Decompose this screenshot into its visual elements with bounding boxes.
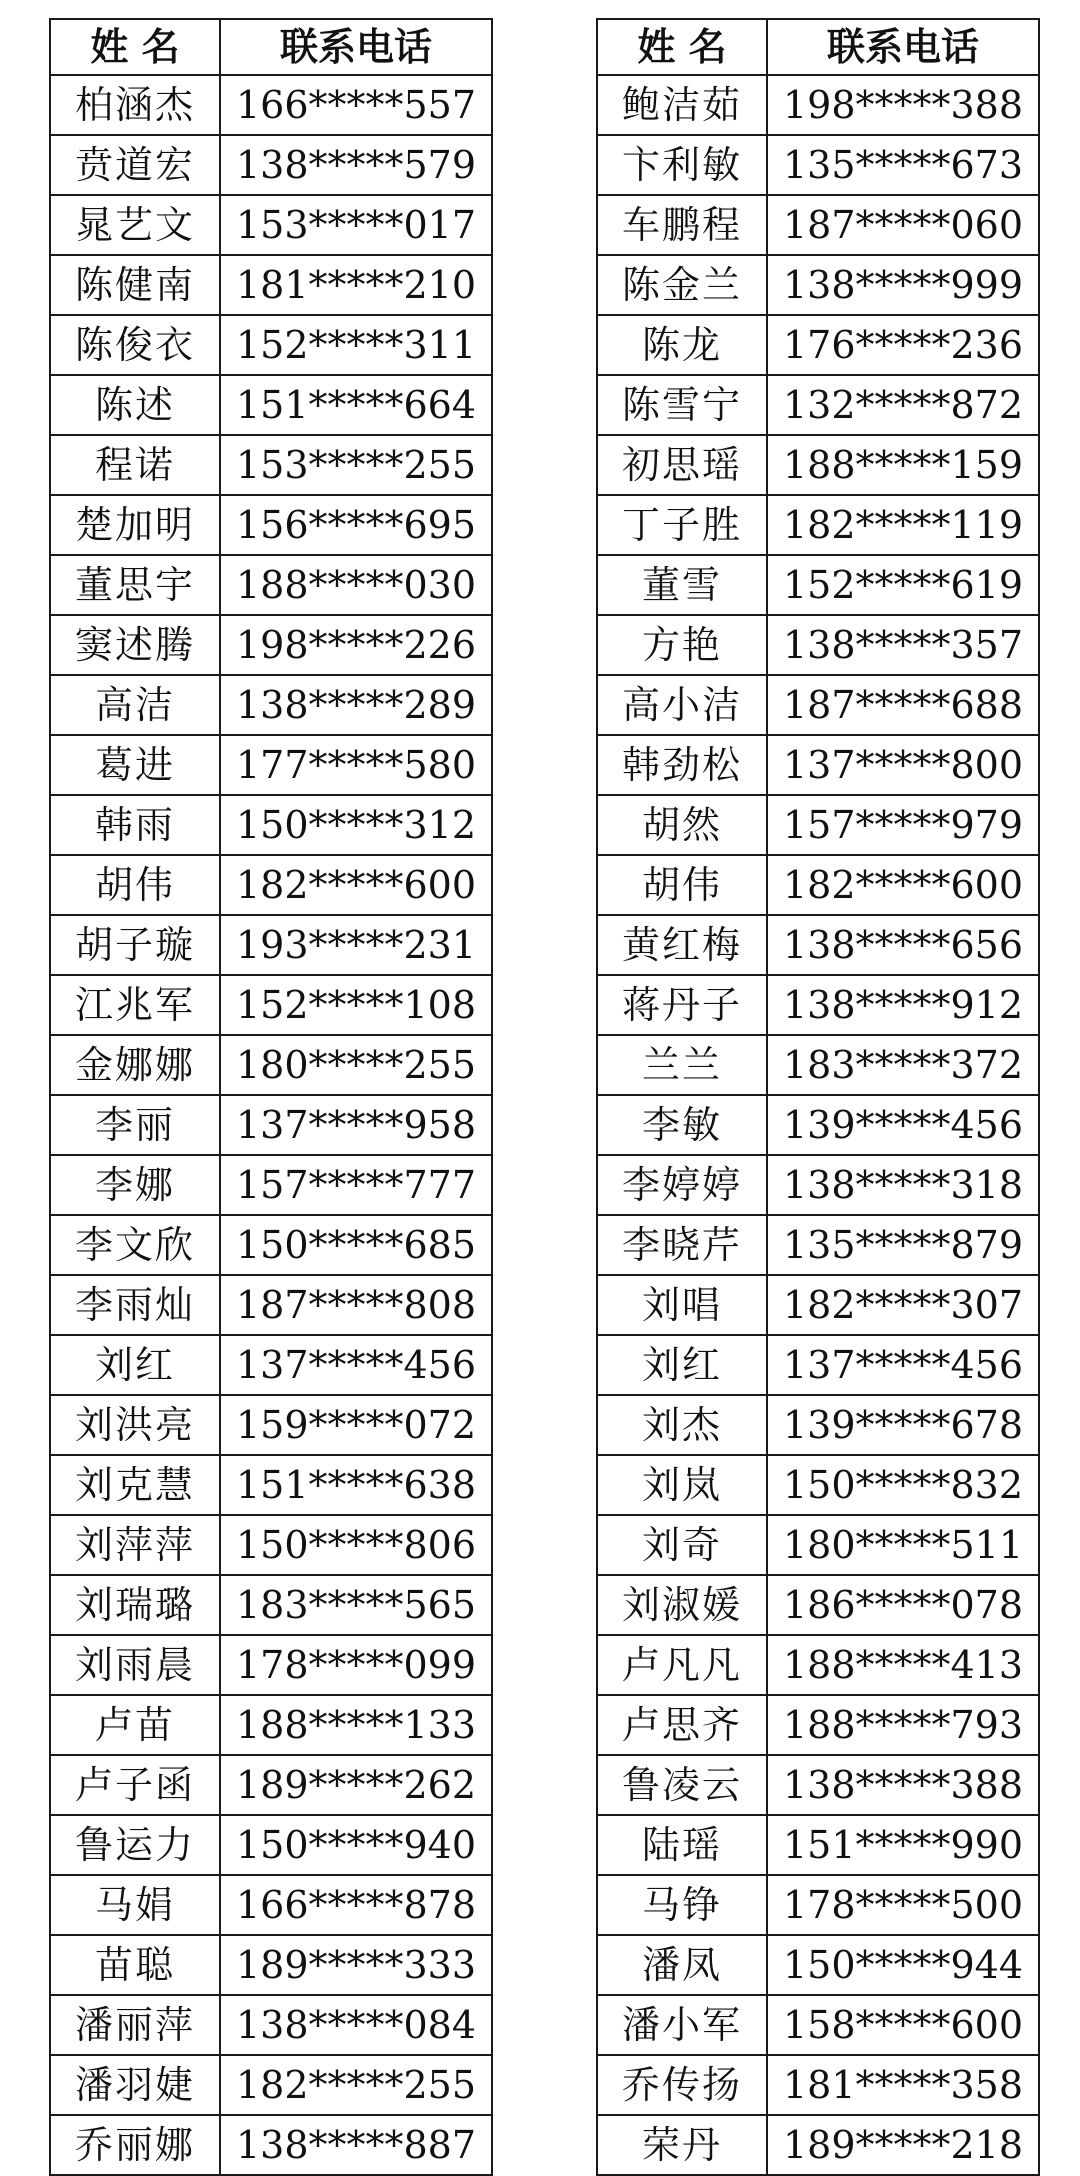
table-row: [50, 1395, 492, 1455]
name-cell: 丁子胜: [597, 495, 767, 555]
table-row: [597, 555, 1039, 615]
name-cell: 高洁: [50, 675, 220, 735]
table-row: [597, 1695, 1039, 1755]
name-cell: 胡然: [597, 795, 767, 855]
table-row: [50, 975, 492, 1035]
name-cell: 刘唱: [597, 1275, 767, 1335]
table-row: [50, 795, 492, 855]
phone-cell: 198*****388: [767, 75, 1039, 135]
phone-cell: 189*****333: [220, 1935, 492, 1995]
table-row: [597, 1815, 1039, 1875]
name-cell: 江兆军: [50, 975, 220, 1035]
phone-cell: 153*****017: [220, 195, 492, 255]
phone-cell: 137*****800: [767, 735, 1039, 795]
phone-column-header: 联系电话: [220, 19, 492, 75]
name-cell: 方艳: [597, 615, 767, 675]
phone-cell: 180*****511: [767, 1515, 1039, 1575]
name-cell: 陈健南: [50, 255, 220, 315]
name-cell: 高小洁: [597, 675, 767, 735]
phone-cell: 152*****108: [220, 975, 492, 1035]
phone-cell: 151*****664: [220, 375, 492, 435]
name-cell: 李丽: [50, 1095, 220, 1155]
table-row: [597, 855, 1039, 915]
phone-cell: 152*****311: [220, 315, 492, 375]
phone-cell: 150*****940: [220, 1815, 492, 1875]
phone-cell: 182*****119: [767, 495, 1039, 555]
phone-cell: 183*****565: [220, 1575, 492, 1635]
table-row: [50, 1635, 492, 1695]
table-row: [50, 1695, 492, 1755]
name-cell: 鲁凌云: [597, 1755, 767, 1815]
phone-cell: 187*****060: [767, 195, 1039, 255]
name-cell: 卢子函: [50, 1755, 220, 1815]
table-row: [50, 495, 492, 555]
name-cell: 胡子璇: [50, 915, 220, 975]
phone-cell: 186*****078: [767, 1575, 1039, 1635]
name-cell: 窦述腾: [50, 615, 220, 675]
table-row: [597, 2115, 1039, 2175]
name-cell: 潘丽萍: [50, 1995, 220, 2055]
table-row: [50, 1875, 492, 1935]
name-cell: 兰兰: [597, 1035, 767, 1095]
phone-cell: 182*****255: [220, 2055, 492, 2115]
name-cell: 刘杰: [597, 1395, 767, 1455]
name-cell: 李晓芹: [597, 1215, 767, 1275]
phone-cell: 198*****226: [220, 615, 492, 675]
table-row: [50, 915, 492, 975]
table-row: [597, 1395, 1039, 1455]
table-row: [50, 195, 492, 255]
name-cell: 车鹏程: [597, 195, 767, 255]
phone-cell: 138*****357: [767, 615, 1039, 675]
table-header-row: [597, 19, 1039, 75]
name-cell: 鲁运力: [50, 1815, 220, 1875]
table-row: [597, 975, 1039, 1035]
phone-cell: 153*****255: [220, 435, 492, 495]
right-table-body: [597, 19, 1039, 2175]
name-cell: 韩雨: [50, 795, 220, 855]
name-cell: 卢凡凡: [597, 1635, 767, 1695]
table-row: [597, 1155, 1039, 1215]
table-row: [50, 2055, 492, 2115]
table-row: [50, 1335, 492, 1395]
phone-cell: 137*****456: [767, 1335, 1039, 1395]
phone-cell: 137*****456: [220, 1335, 492, 1395]
phone-cell: 158*****600: [767, 1995, 1039, 2055]
phone-column-header: 联系电话: [767, 19, 1039, 75]
name-cell: 程诺: [50, 435, 220, 495]
phone-cell: 182*****600: [767, 855, 1039, 915]
table-row: [597, 1515, 1039, 1575]
table-row: [50, 735, 492, 795]
phone-cell: 159*****072: [220, 1395, 492, 1455]
phone-cell: 181*****358: [767, 2055, 1039, 2115]
phone-cell: 188*****133: [220, 1695, 492, 1755]
name-cell: 陈述: [50, 375, 220, 435]
table-row: [50, 615, 492, 675]
table-row: [597, 795, 1039, 855]
phone-cell: 139*****678: [767, 1395, 1039, 1455]
name-cell: 刘雨晨: [50, 1635, 220, 1695]
table-header-row: [50, 19, 492, 75]
phone-cell: 187*****808: [220, 1275, 492, 1335]
name-cell: 马娟: [50, 1875, 220, 1935]
name-cell: 卢思齐: [597, 1695, 767, 1755]
table-row: [50, 435, 492, 495]
name-cell: 楚加明: [50, 495, 220, 555]
name-cell: 贲道宏: [50, 135, 220, 195]
phone-cell: 182*****600: [220, 855, 492, 915]
phone-cell: 151*****638: [220, 1455, 492, 1515]
table-row: [597, 495, 1039, 555]
name-cell: 乔传扬: [597, 2055, 767, 2115]
name-cell: 蒋丹子: [597, 975, 767, 1035]
phone-cell: 150*****312: [220, 795, 492, 855]
left-contact-table-container: [49, 18, 493, 2176]
phone-cell: 188*****793: [767, 1695, 1039, 1755]
phone-cell: 188*****030: [220, 555, 492, 615]
phone-cell: 156*****695: [220, 495, 492, 555]
name-cell: 李娜: [50, 1155, 220, 1215]
name-cell: 潘小军: [597, 1995, 767, 2055]
name-column-header: 姓 名: [50, 19, 220, 75]
name-cell: 刘红: [50, 1335, 220, 1395]
phone-cell: 178*****099: [220, 1635, 492, 1695]
name-cell: 刘红: [597, 1335, 767, 1395]
name-cell: 李婷婷: [597, 1155, 767, 1215]
table-row: [597, 735, 1039, 795]
table-row: [50, 1035, 492, 1095]
table-row: [597, 135, 1039, 195]
phone-cell: 180*****255: [220, 1035, 492, 1095]
phone-cell: 188*****413: [767, 1635, 1039, 1695]
table-row: [597, 375, 1039, 435]
table-row: [50, 855, 492, 915]
phone-cell: 182*****307: [767, 1275, 1039, 1335]
table-row: [597, 315, 1039, 375]
phone-cell: 137*****958: [220, 1095, 492, 1155]
table-row: [50, 555, 492, 615]
table-row: [50, 375, 492, 435]
phone-cell: 177*****580: [220, 735, 492, 795]
phone-cell: 150*****685: [220, 1215, 492, 1275]
name-cell: 李雨灿: [50, 1275, 220, 1335]
table-row: [597, 435, 1039, 495]
table-row: [597, 255, 1039, 315]
name-cell: 刘洪亮: [50, 1395, 220, 1455]
phone-cell: 193*****231: [220, 915, 492, 975]
phone-cell: 183*****372: [767, 1035, 1039, 1095]
table-row: [597, 1755, 1039, 1815]
phone-cell: 138*****887: [220, 2115, 492, 2175]
phone-cell: 178*****500: [767, 1875, 1039, 1935]
name-cell: 刘瑞璐: [50, 1575, 220, 1635]
name-cell: 荣丹: [597, 2115, 767, 2175]
phone-cell: 157*****777: [220, 1155, 492, 1215]
name-cell: 陈俊衣: [50, 315, 220, 375]
table-row: [597, 1275, 1039, 1335]
table-row: [597, 1095, 1039, 1155]
name-cell: 黄红梅: [597, 915, 767, 975]
name-cell: 刘岚: [597, 1455, 767, 1515]
name-cell: 刘萍萍: [50, 1515, 220, 1575]
phone-cell: 138*****388: [767, 1755, 1039, 1815]
name-cell: 李文欣: [50, 1215, 220, 1275]
table-row: [50, 315, 492, 375]
table-row: [597, 2055, 1039, 2115]
phone-cell: 150*****806: [220, 1515, 492, 1575]
phone-cell: 189*****218: [767, 2115, 1039, 2175]
name-cell: 董思宇: [50, 555, 220, 615]
phone-cell: 135*****879: [767, 1215, 1039, 1275]
phone-cell: 138*****999: [767, 255, 1039, 315]
right-contact-table: [596, 18, 1040, 2176]
name-cell: 乔丽娜: [50, 2115, 220, 2175]
phone-cell: 139*****456: [767, 1095, 1039, 1155]
phone-cell: 189*****262: [220, 1755, 492, 1815]
phone-cell: 181*****210: [220, 255, 492, 315]
table-row: [50, 1275, 492, 1335]
name-cell: 苗聪: [50, 1935, 220, 1995]
table-row: [50, 75, 492, 135]
table-row: [50, 2115, 492, 2175]
phone-cell: 138*****289: [220, 675, 492, 735]
phone-cell: 187*****688: [767, 675, 1039, 735]
table-row: [597, 1935, 1039, 1995]
name-cell: 初思瑶: [597, 435, 767, 495]
left-table-body: [50, 19, 492, 2175]
name-cell: 晁艺文: [50, 195, 220, 255]
phone-cell: 138*****579: [220, 135, 492, 195]
table-row: [50, 675, 492, 735]
name-cell: 胡伟: [50, 855, 220, 915]
phone-cell: 138*****084: [220, 1995, 492, 2055]
table-row: [597, 1995, 1039, 2055]
phone-cell: 135*****673: [767, 135, 1039, 195]
name-cell: 潘羽婕: [50, 2055, 220, 2115]
name-cell: 卢苗: [50, 1695, 220, 1755]
name-cell: 马铮: [597, 1875, 767, 1935]
table-row: [597, 1335, 1039, 1395]
name-cell: 潘凤: [597, 1935, 767, 1995]
table-row: [597, 75, 1039, 135]
name-cell: 葛进: [50, 735, 220, 795]
phone-cell: 166*****557: [220, 75, 492, 135]
table-row: [597, 1875, 1039, 1935]
table-row: [597, 1575, 1039, 1635]
table-row: [50, 1515, 492, 1575]
table-row: [597, 1035, 1039, 1095]
phone-cell: 188*****159: [767, 435, 1039, 495]
phone-cell: 138*****656: [767, 915, 1039, 975]
name-cell: 陈龙: [597, 315, 767, 375]
name-cell: 韩劲松: [597, 735, 767, 795]
phone-cell: 150*****944: [767, 1935, 1039, 1995]
table-row: [50, 1815, 492, 1875]
table-row: [50, 1155, 492, 1215]
name-cell: 刘奇: [597, 1515, 767, 1575]
table-row: [597, 675, 1039, 735]
phone-cell: 176*****236: [767, 315, 1039, 375]
table-row: [50, 135, 492, 195]
name-cell: 柏涵杰: [50, 75, 220, 135]
table-row: [597, 195, 1039, 255]
table-row: [50, 1575, 492, 1635]
phone-cell: 150*****832: [767, 1455, 1039, 1515]
name-column-header: 姓 名: [597, 19, 767, 75]
phone-cell: 166*****878: [220, 1875, 492, 1935]
phone-cell: 151*****990: [767, 1815, 1039, 1875]
name-cell: 刘淑媛: [597, 1575, 767, 1635]
table-row: [50, 1995, 492, 2055]
phone-cell: 132*****872: [767, 375, 1039, 435]
name-cell: 鲍洁茹: [597, 75, 767, 135]
name-cell: 卞利敏: [597, 135, 767, 195]
table-row: [597, 615, 1039, 675]
name-cell: 陈雪宁: [597, 375, 767, 435]
name-cell: 董雪: [597, 555, 767, 615]
phone-cell: 138*****912: [767, 975, 1039, 1035]
table-row: [50, 1455, 492, 1515]
table-row: [50, 1755, 492, 1815]
name-cell: 刘克慧: [50, 1455, 220, 1515]
table-row: [50, 255, 492, 315]
phone-cell: 152*****619: [767, 555, 1039, 615]
name-cell: 李敏: [597, 1095, 767, 1155]
name-cell: 胡伟: [597, 855, 767, 915]
table-row: [50, 1935, 492, 1995]
left-contact-table: [49, 18, 493, 2176]
table-row: [50, 1095, 492, 1155]
phone-cell: 157*****979: [767, 795, 1039, 855]
table-row: [597, 1455, 1039, 1515]
table-row: [597, 1215, 1039, 1275]
table-row: [597, 915, 1039, 975]
name-cell: 陆瑶: [597, 1815, 767, 1875]
table-row: [597, 1635, 1039, 1695]
name-cell: 陈金兰: [597, 255, 767, 315]
right-contact-table-container: [596, 18, 1040, 2176]
name-cell: 金娜娜: [50, 1035, 220, 1095]
table-row: [50, 1215, 492, 1275]
phone-cell: 138*****318: [767, 1155, 1039, 1215]
